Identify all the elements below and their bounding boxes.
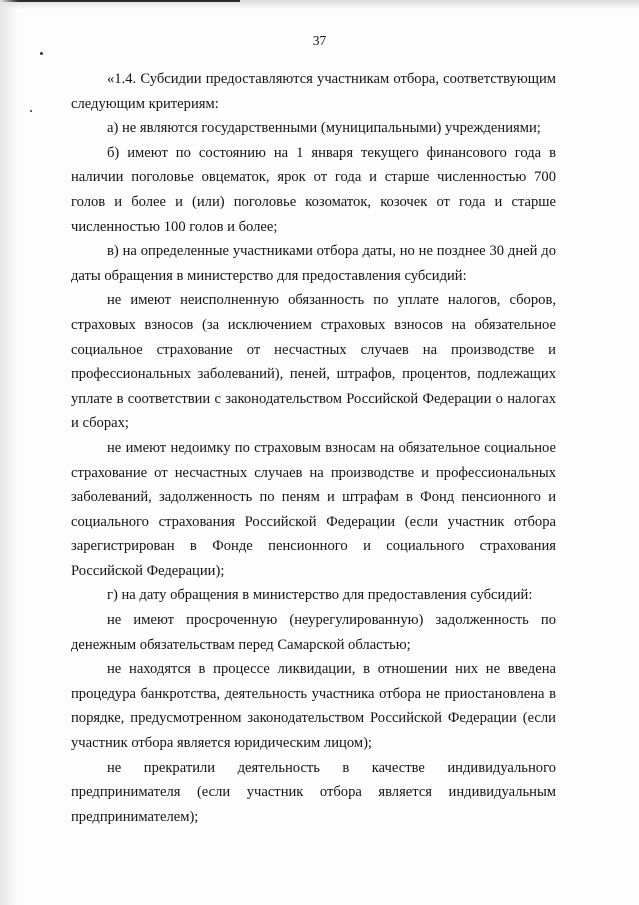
paragraph-criterion-b: б) имеют по состоянию на 1 января текущего финансового года в наличии поголовье овцематок, ярок от года и старше численностью 700 голов и более и (или) поголовье козоматок, козочек от года и старше численностью 100 голов и более; [71,144,556,235]
scan-speck [40,52,43,55]
paragraph-criterion-g: г) на дату обращения в министерство для предоставления субсидий: [107,587,533,604]
paragraph-no-overdue-debt: не имеют просроченную (неурегулированную) задолженность по денежным обязательствам перед Самарской областью; [71,612,556,653]
paragraph-no-tax-debt: не имеют неисполненную обязанность по уплате налогов, сборов, страховых взносов (за исключением страховых взносов на обязательное социальное страхование от несчастных случаев на производстве и профессиональных заболеваний), пеней, штрафов, процентов, подлежащих уплате в соответствии с законодательством Российской Федерации о налогах и сборах; [71,292,556,432]
paragraph-no-insurance-arrears: не имеют недоимку по страховым взносам на обязательное социальное страхование от несчастных случаев на производстве и профессиональных заболеваний, задолженность по пеням и штрафам в Фонд пенсионного и социального страхования Российской Федерации (если участник отбора зарегистрирован в Фонде пенсионного и социального страхования Российской Федерации); [71,439,556,579]
document-body [71,67,556,829]
paragraph-not-ceased-activity: не прекратили деятельность в качестве индивидуального предпринимателя (если участник отбора является индивидуальным предпринимателем); [71,759,556,825]
scan-speck [30,110,32,112]
paragraph-criterion-v: в) на определенные участниками отбора даты, но не позднее 30 дней до даты обращения в министерство для предоставления субсидий: [71,243,556,284]
scan-artifact-line [0,0,240,2]
paragraph-criterion-a: а) не являются государственными (муниципальными) учреждениями; [107,120,541,137]
paragraph-1-4-intro: «1.4. Субсидии предоставляются участникам отбора, соответствующим следующим критериям: [71,71,556,112]
scan-shadow-left [0,0,18,905]
paragraph-not-in-liquidation: не находятся в процессе ликвидации, в отношении них не введена процедура банкротства, деятельность участника отбора не приостановлена в порядке, предусмотренном законодательством Российской Федерации (если участник отбора является юридическим лицом); [71,661,556,752]
page-number: 37 [312,33,327,48]
